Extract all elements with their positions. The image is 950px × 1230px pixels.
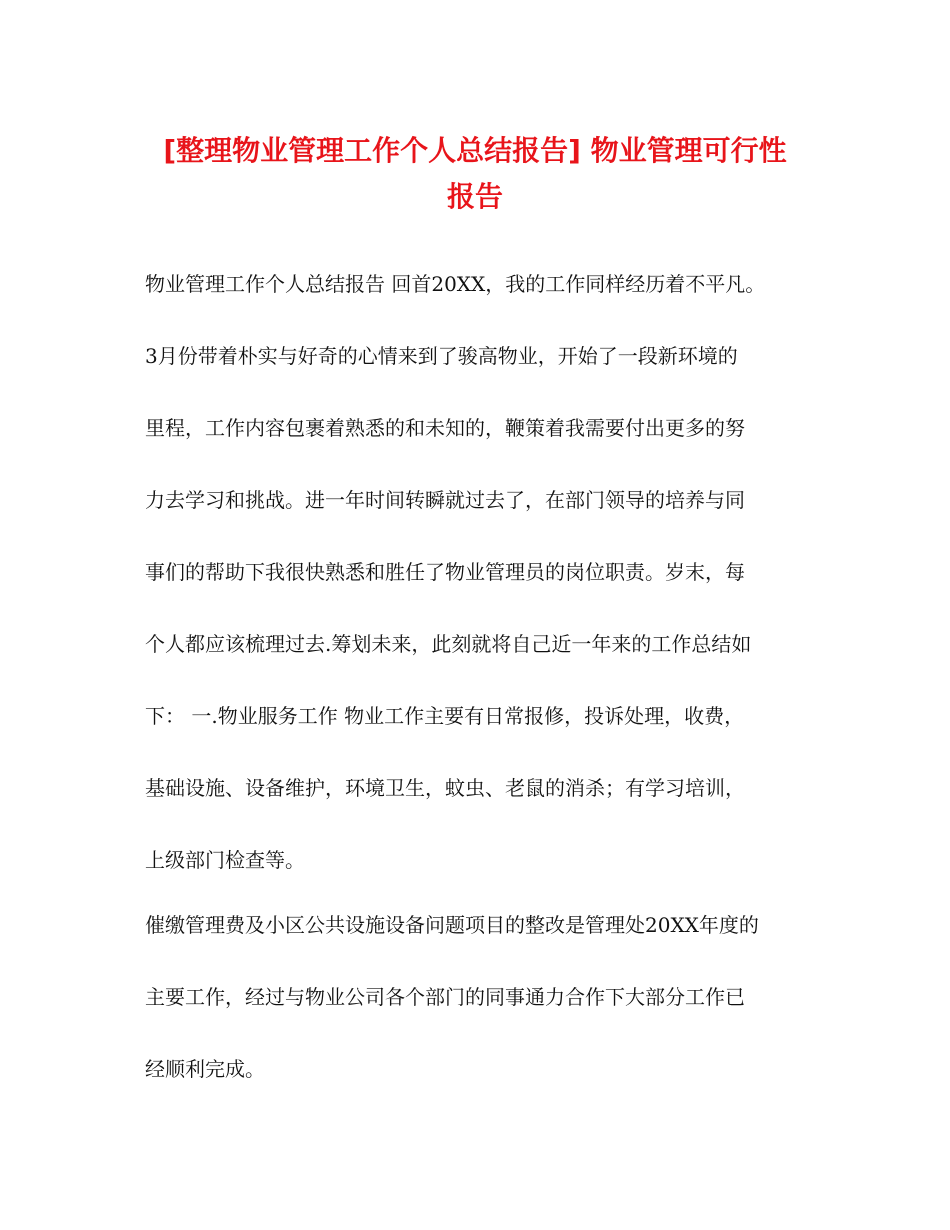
- body-text-line: 物业管理工作个人总结报告 回首20XX，我的工作同样经历着不平凡。: [145, 272, 766, 296]
- body-text-line: 力去学习和挑战。进一年时间转瞬就过去了，在部门领导的培养与同: [145, 488, 745, 512]
- body-text-line: 下： 一.物业服务工作 物业工作主要有日常报修，投诉处理，收费，: [145, 704, 745, 728]
- body-text-line: 主要工作，经过与物业公司各个部门的同事通力合作下大部分工作已: [145, 985, 745, 1009]
- title-line-1: [整理物业管理工作个人总结报告] 物业管理可行性: [163, 134, 787, 167]
- title-line-2: 报告: [446, 180, 503, 213]
- body-text-line: 3月份带着朴实与好奇的心情来到了骏高物业，开始了一段新环境的: [145, 344, 738, 368]
- body-text-line: 上级部门检查等。: [145, 848, 305, 872]
- body-text-line: 经顺利完成。: [145, 1057, 265, 1081]
- body-text-line: 里程，工作内容包裹着熟悉的和未知的，鞭策着我需要付出更多的努: [145, 416, 745, 440]
- body-text-line: 催缴管理费及小区公共设施设备问题项目的整改是管理处20XX年度的: [145, 913, 759, 937]
- document-title: [120, 128, 830, 220]
- body-text-line: 事们的帮助下我很快熟悉和胜任了物业管理员的岗位职责。岁末，每: [145, 560, 745, 584]
- body-text-line: 个人都应该梳理过去.筹划未来，此刻就将自己近一年来的工作总结如: [145, 632, 752, 656]
- body-text-line: 基础设施、设备维护，环境卫生，蚊虫、老鼠的消杀；有学习培训，: [145, 776, 745, 800]
